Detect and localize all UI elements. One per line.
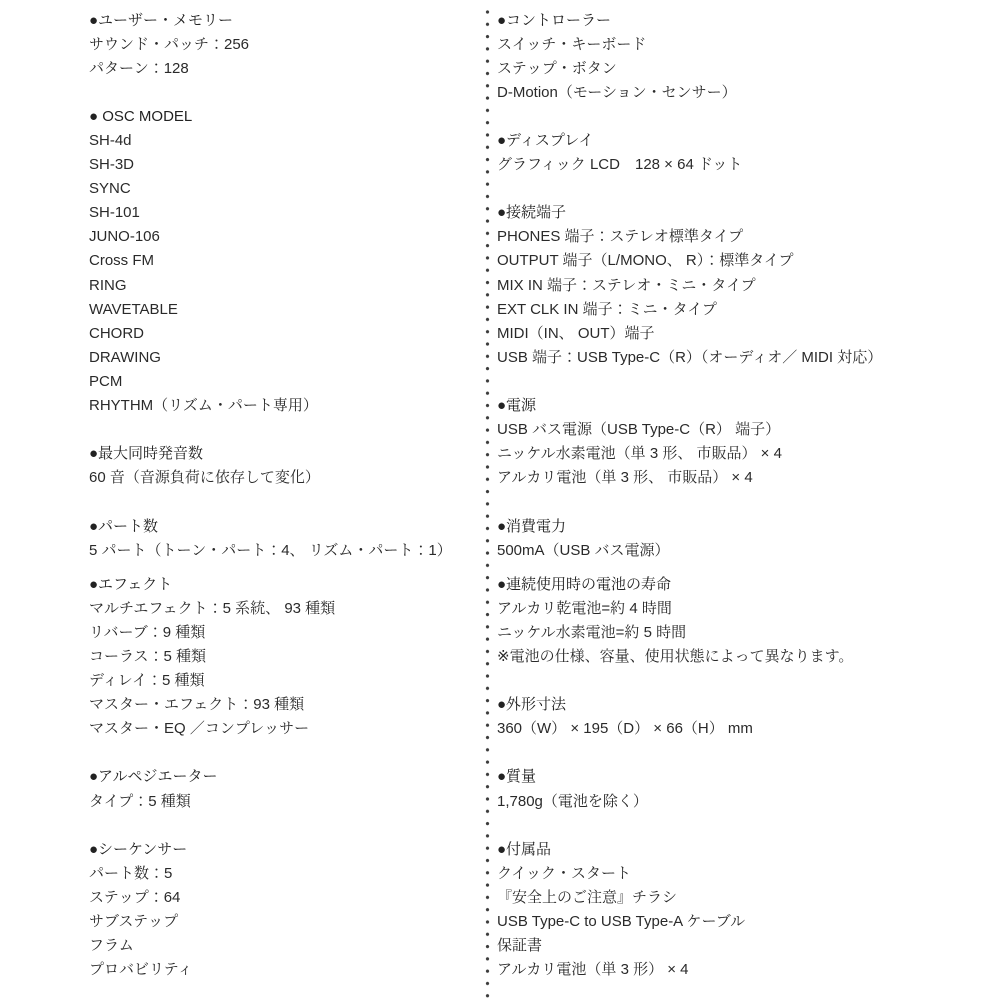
spec-line: OUTPUT 端子（L/MONO、 R）：標準タイプ	[497, 252, 794, 270]
spec-line: クイック・スタート	[497, 864, 631, 882]
spec-section-header: ●アルペジエーター	[89, 768, 218, 786]
spec-line: サウンド・パッチ：256	[89, 35, 250, 53]
spacer	[497, 562, 992, 572]
spec-line: CHORD	[89, 324, 144, 342]
spacer	[89, 562, 481, 572]
spec-section-header: ●付属品	[497, 840, 552, 858]
spec-line: USB Type-C to USB Type-A ケーブル	[497, 913, 746, 931]
spec-line: パターン：128	[89, 59, 189, 77]
spacer	[89, 813, 481, 837]
spec-line: アルカリ電池（単 3 形、 市販品） × 4	[497, 469, 753, 487]
spec-line: ニッケル水素電池=約 5 時間	[497, 623, 687, 641]
spec-line: USB 端子：USB Type-C（R）（オーディオ／ MIDI 対応）	[497, 348, 883, 366]
spec-line: 保証書	[497, 937, 543, 955]
spec-line: マスター・EQ ／コンプレッサー	[89, 720, 310, 738]
spacer	[89, 741, 481, 765]
spec-section-header: ●接続端子	[497, 204, 567, 222]
spec-line: 500mA（USB バス電源）	[497, 541, 670, 559]
spacer	[497, 741, 992, 765]
spec-line: SH-3D	[89, 156, 135, 174]
spec-line: RHYTHM（リズム・パート専用）	[89, 397, 318, 415]
spec-line: 5 パート（トーン・パート：4、 リズム・パート：1）	[89, 541, 452, 559]
spec-line: PCM	[89, 372, 123, 390]
spec-section-header: ●最大同時発音数	[89, 445, 204, 463]
spec-line: MIDI（IN、 OUT）端子	[497, 324, 655, 342]
spec-section-header: ●外形寸法	[497, 696, 567, 714]
spec-line: D-Motion（モーション・センサー）	[497, 83, 737, 101]
spec-line: マルチエフェクト：5 系統、 93 種類	[89, 599, 336, 617]
spec-section-header: ●消費電力	[497, 517, 567, 535]
spec-section-header: ● OSC MODEL	[89, 107, 193, 125]
spec-column-right	[497, 8, 992, 982]
spacer	[497, 490, 992, 514]
spec-line: RING	[89, 276, 127, 294]
spec-line: リバーブ：9 種類	[89, 623, 206, 641]
spec-line: プロバビリティ	[89, 961, 193, 979]
spec-line: パート数：5	[89, 864, 173, 882]
spec-line: SH-4d	[89, 132, 132, 150]
spec-line: サブステップ	[89, 913, 179, 931]
spacer	[497, 104, 992, 128]
spacer	[497, 813, 992, 837]
spec-line: 1,780g（電池を除く）	[497, 792, 648, 810]
spec-line: MIX IN 端子：ステレオ・ミニ・タイプ	[497, 276, 756, 294]
spec-line: アルカリ電池（単 3 形） × 4	[497, 961, 689, 979]
spacer	[89, 80, 481, 104]
spec-section-header: ●ディスプレイ	[497, 132, 594, 150]
spec-line: コーラス：5 種類	[89, 647, 207, 665]
spec-line: 60 音（音源負荷に依存して変化）	[89, 469, 320, 487]
spec-line: DRAWING	[89, 348, 161, 366]
spec-section-header: ●質量	[497, 768, 537, 786]
spec-section-header: ●コントローラー	[497, 11, 612, 29]
spec-section-header: ●パート数	[89, 517, 159, 535]
spec-line: マスター・エフェクト：93 種類	[89, 696, 305, 714]
spec-section-header: ●電源	[497, 397, 537, 415]
spec-line: SH-101	[89, 204, 140, 222]
spec-section-header: ●エフェクト	[89, 575, 173, 593]
spec-line: ※電池の仕様、容量、使用状態によって異なります。	[497, 647, 854, 665]
spec-line: ニッケル水素電池（単 3 形、 市販品） × 4	[497, 445, 782, 463]
spec-line: タイプ：5 種類	[89, 792, 191, 810]
spec-column-left	[89, 8, 481, 982]
spec-line: グラフィック LCD 128 × 64 ドット	[497, 156, 743, 174]
spec-line: PHONES 端子：ステレオ標準タイプ	[497, 228, 744, 246]
spec-line: SYNC	[89, 180, 131, 198]
spec-line: アルカリ乾電池=約 4 時間	[497, 599, 672, 617]
spec-line: USB バス電源（USB Type-C（R） 端子）	[497, 421, 781, 439]
spec-section-header: ●連続使用時の電池の寿命	[497, 575, 672, 593]
spec-line: JUNO-106	[89, 228, 160, 246]
spacer	[497, 177, 992, 201]
spec-line: Cross FM	[89, 252, 154, 270]
spec-line: WAVETABLE	[89, 300, 178, 318]
spec-line: ディレイ：5 種類	[89, 672, 205, 690]
spec-section-header: ●ユーザー・メモリー	[89, 11, 234, 29]
spec-line: スイッチ・キーボード	[497, 35, 647, 53]
spacer	[89, 490, 481, 514]
spec-line: ステップ：64	[89, 888, 181, 906]
spec-line: ステップ・ボタン	[497, 59, 617, 77]
spacer	[89, 418, 481, 442]
spec-line: 『安全上のご注意』チラシ	[497, 888, 678, 906]
spacer	[497, 669, 992, 693]
spec-line: フラム	[89, 937, 134, 955]
column-divider-dotted-line	[485, 7, 490, 1000]
spacer	[497, 369, 992, 393]
spec-line: EXT CLK IN 端子：ミニ・タイプ	[497, 300, 717, 318]
spec-section-header: ●シーケンサー	[89, 840, 188, 858]
spec-line: 360（W） × 195（D） × 66（H） mm	[497, 720, 753, 738]
